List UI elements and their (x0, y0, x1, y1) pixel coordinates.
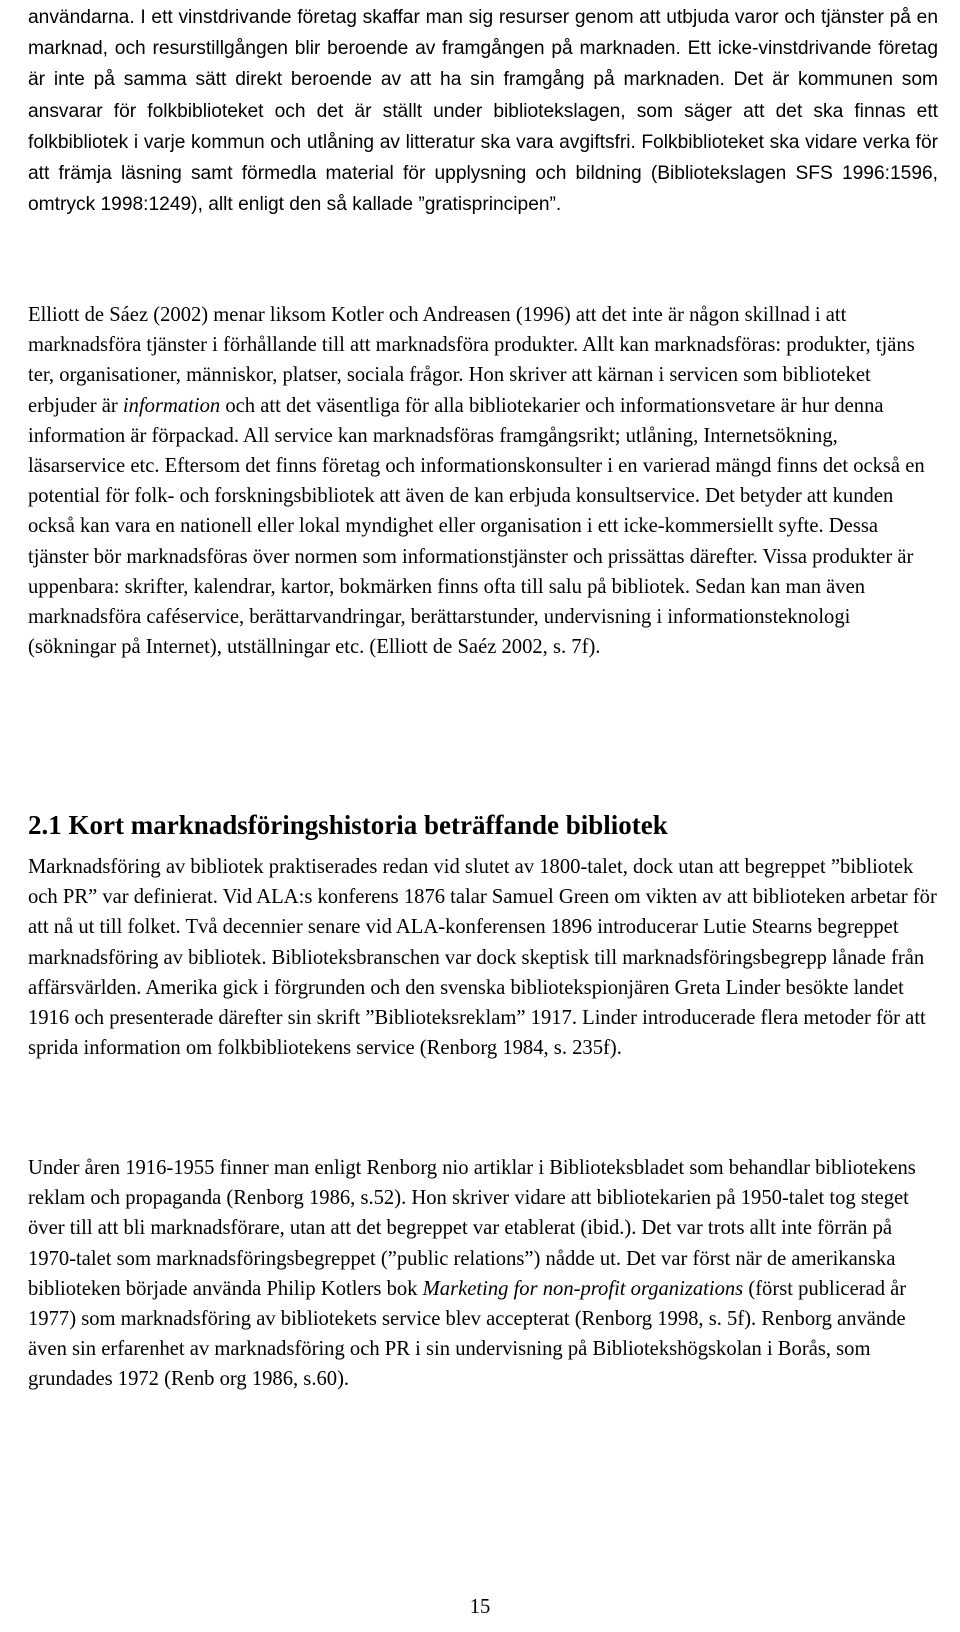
elliott-text-start: Elliott de Sáez (2002) menar liksom Kotler och Andreasen (1996) att det inte är någon skillnad i att marknadsföra tjänster i förhållande till att marknadsföra produkter. Allt kan marknadsföras: produkter, tjäns ter, organisationer, människor, platser, sociala frågor. Hon skriver att kärnan i servicen som biblioteket erbjuder är (28, 304, 915, 417)
paragraph-renborg (28, 1153, 938, 1395)
intro-sentence-3: Folkbiblioteket ska vidare verka för att främja läsning samt förmedla material för upplysning och bildning (Bibliotekslagen SFS 1996:1596, omtryck 1998:1249), allt enligt den så kallade ”gratisprincipen”. (28, 131, 939, 216)
paragraph-intro (28, 2, 938, 220)
paragraph-elliott (28, 300, 938, 662)
intro-sentence-1: användarna. I ett vinstdrivande företag skaffar man sig resurser genom att utbjuda varor och tjänster på en marknad, och resurstillgången blir beroende av framgången på marknaden. Ett icke-vinstdrivande företag är inte på samma sätt direkt beroende av att ha sin framgång på marknaden. (28, 7, 938, 91)
paragraph-history: Marknadsföring av bibliotek praktiserades redan vid slutet av 1800-talet, dock utan att begreppet ”bibliotek och PR” var definierat. Vid ALA:s konferens 1876 talar Samuel Green om vikten av att biblioteken arbetar för att nå ut till folket. Två decennier senare vid ALA-konferensen 1896 introducerar Lutie Stearns begreppet marknadsföring av bibliotek. Biblioteksbranschen var dock skeptisk till marknadsföringsbegrepp lånade från affärsvärlden. Amerika gick i förgrunden och den svenska bibliotekspionjären Greta Linder besökte landet 1916 och presenterade därefter sin skrift ”Biblioteksreklam” 1917. Linder introducerade flera metoder för att sprida information om folkbibliotekens service (Renborg 1984, s. 235f). (28, 856, 937, 1060)
intro-sentence-2: Det är kommunen som ansvarar för folkbiblioteket och det är ställt under bibliotekslagen, som säger att det ska finnas ett folkbibliotek i varje kommun och utlåning av litteratur ska vara avgiftsfri. (28, 69, 938, 153)
renborg-text-end: (först publicerad år 1977) som marknadsföring av bibliotekets service blev accepterat (Renborg 1998, s. 5f). Renborg använde även sin erfarenhet av marknadsföring och PR i sin undervisning på Bibliotekshögskolan i Borås, som grundades 1972 (Renb org 1986, s.60). (28, 1277, 907, 1391)
elliott-text-end: och att det väsentliga för alla bibliotekarier och informationsvetare är hur denna information är förpackad. All service kan marknadsföras framgångsrikt; utlåning, Internetsökning, läsarservice etc. Eftersom det finns företag och informationskonsulter i en varierad mängd finns det också en potential för folk- och forskningsbibliotek att även de kan erbjuda konsultservice. Det betyder att kunden också kan vara en nationell eller lokal myndighet eller organisation i ett icke-kommersiellt syfte. Dessa tjänster bör marknadsföras över normen som informationstjänster och prissättas därefter. Vissa produkter är uppenbara: skrifter, kalendrar, kartor, bokmärken finns ofta till salu på bibliotek. Sedan kan man även marknadsföra caféservice, berättarvandringar, berättarstunder, undervisning i informationsteknologi (sökningar på Internet), utställningar etc. (Elliott de Saéz 2002, s. 7f). (28, 394, 925, 659)
page-number: 15 (469, 1596, 491, 1618)
elliott-italic-term: information (122, 394, 221, 417)
section-heading: 2.1 Kort marknadsföringshistoria beträffande bibliotek (28, 810, 668, 840)
renborg-text-start: Under åren 1916-1955 finner man enligt Renborg nio artiklar i Biblioteksbladet som behandlar bibliotekens reklam och propaganda (Renborg 1986, s.52). Hon skriver vidare att bibliotekarien på 1950-talet tog steget över till att bli marknadsförare, utan att det begreppet var etablerat (ibid.). Det var trots allt inte förrän på 1970-talet som marknadsföringsbegreppet (”public relations”) nådde ut. Det var först när de amerikanska biblioteken började använda Philip Kotlers bok (28, 1157, 916, 1300)
renborg-italic-title: Marketing for non-profit organizations (422, 1277, 744, 1300)
